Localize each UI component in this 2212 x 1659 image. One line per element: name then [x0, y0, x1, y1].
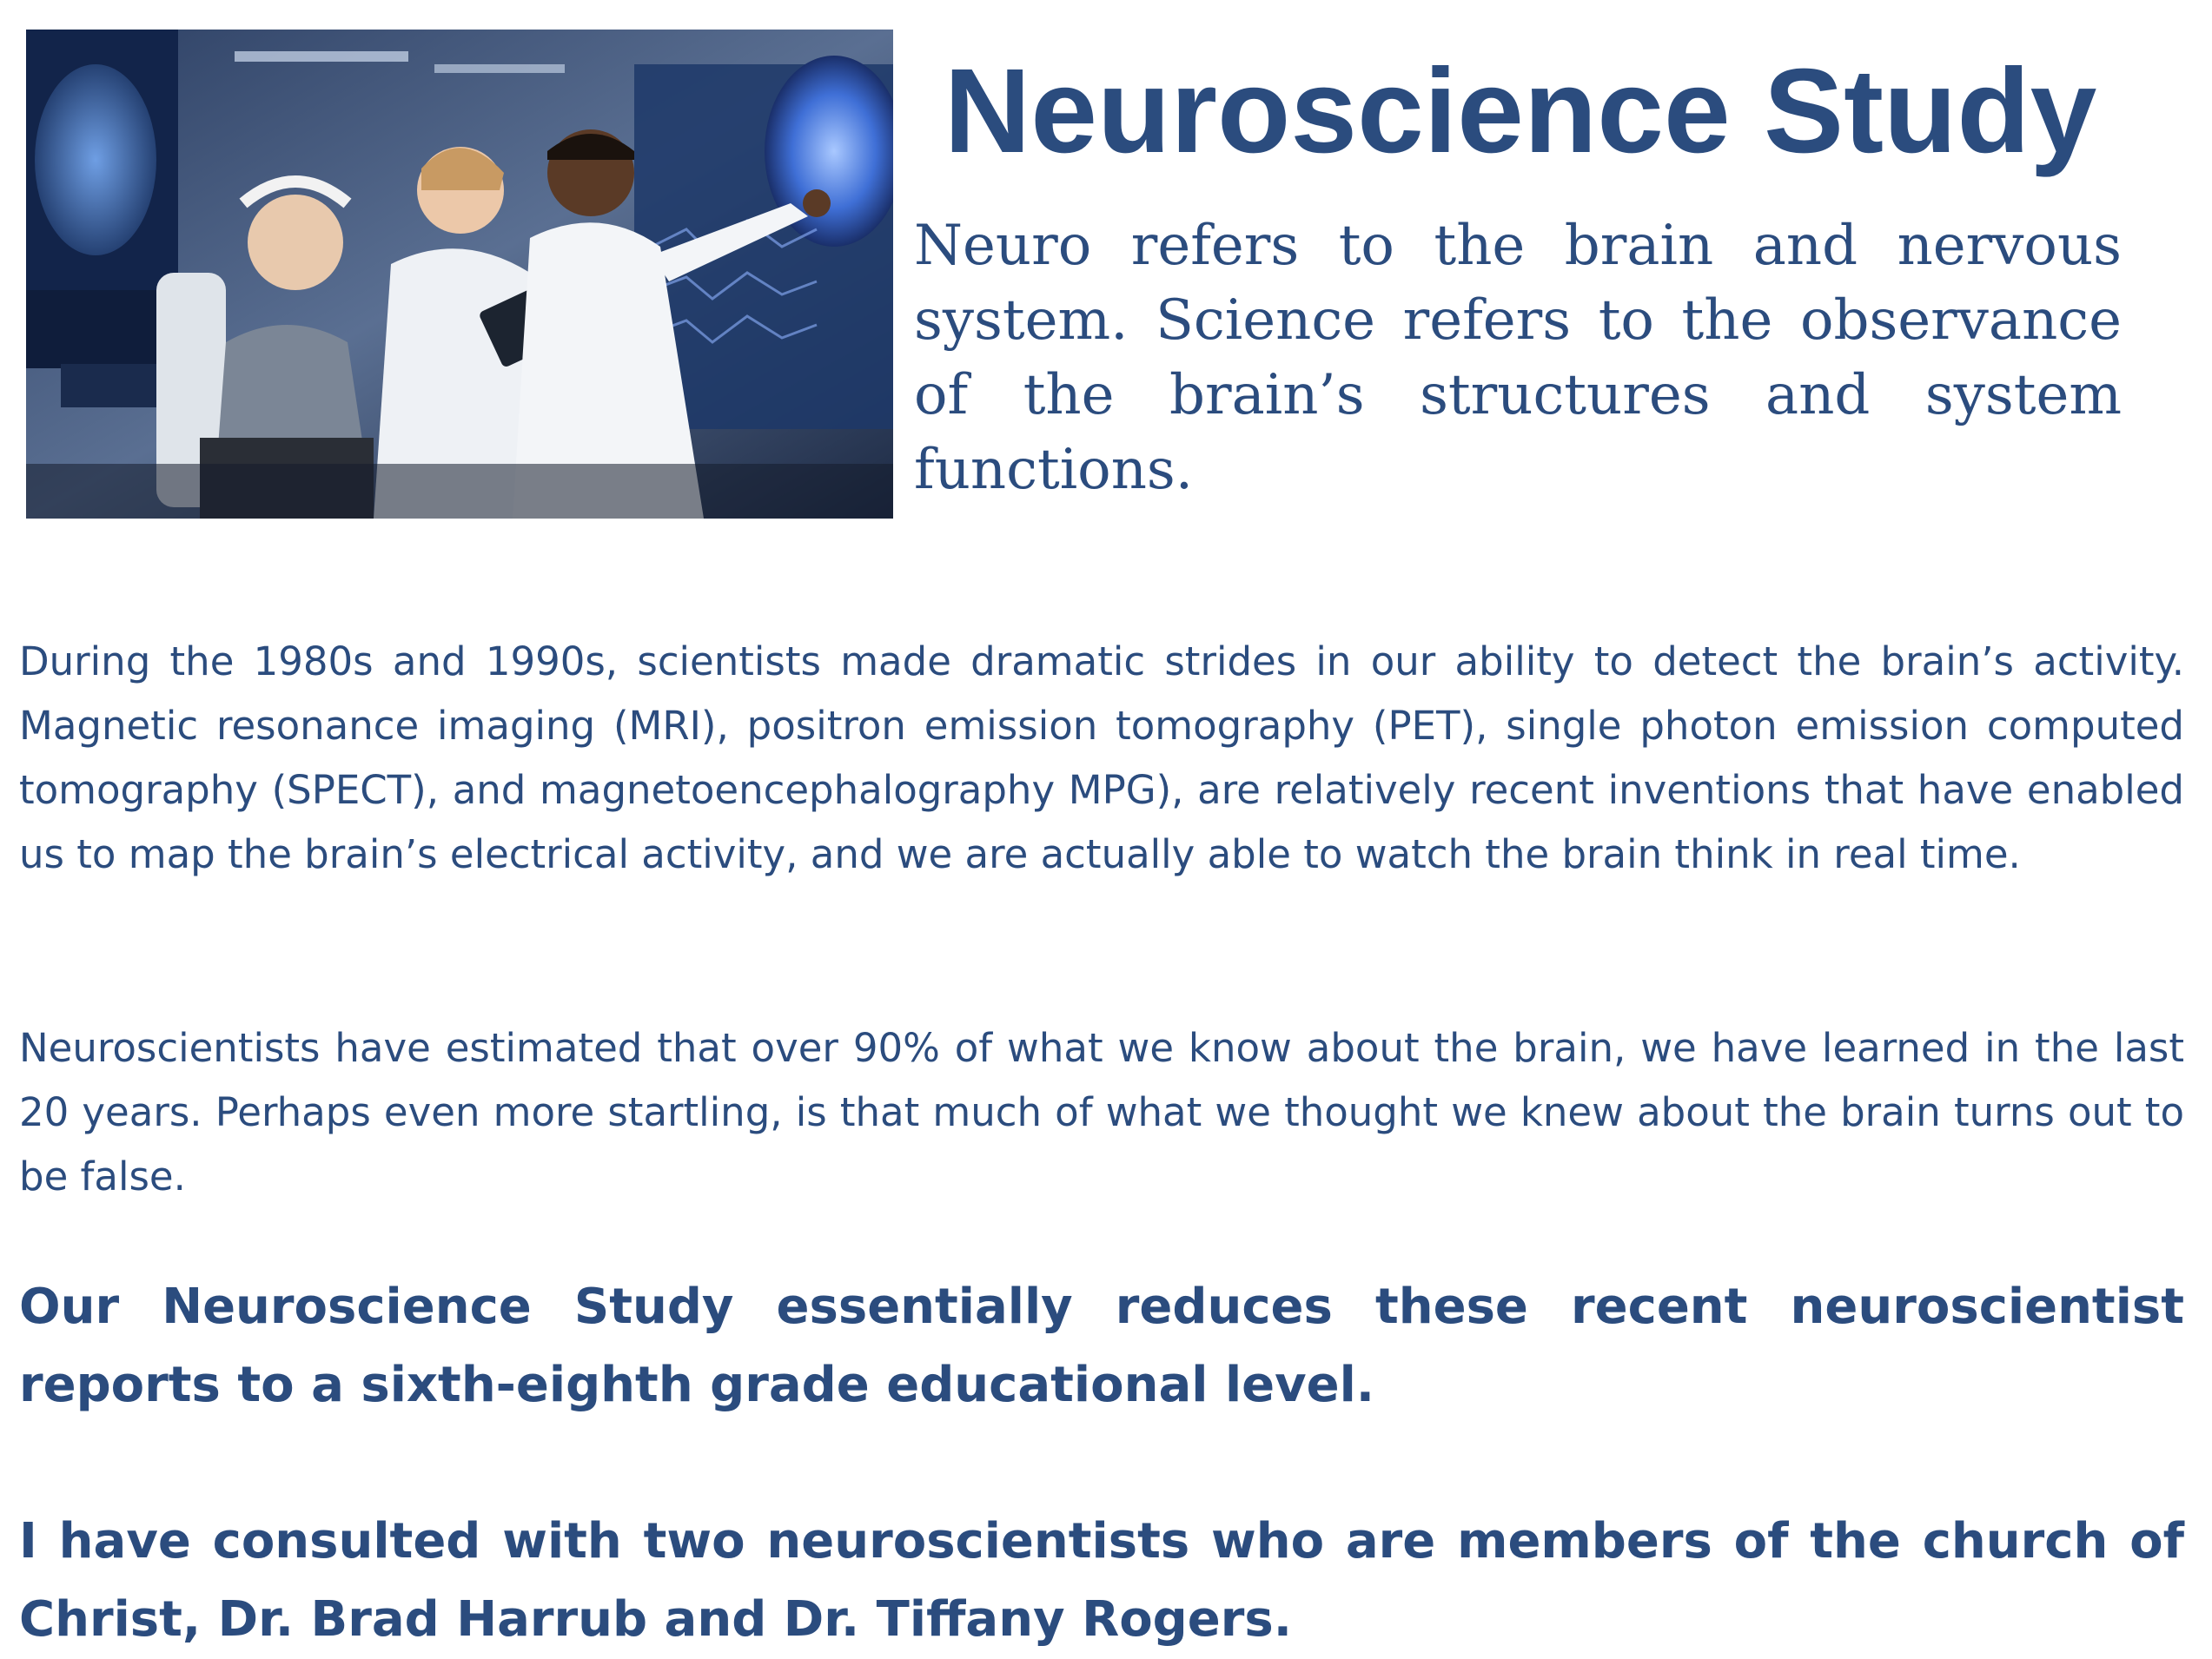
lab-illustration: [26, 30, 893, 519]
paragraph-recent-knowledge: Neuroscientists have estimated that over 90% of what we know about the brain, we have learned in the last 20 years. Perhaps even more startling, is that much of what we thought we knew about the brain turns out to be false.: [19, 1025, 2184, 1200]
neuroscience-lab-photo: [26, 30, 893, 519]
paragraph-study-level: Our Neuroscience Study essentially reduces these recent neuroscientist reports to a sixth-eighth grade educational level.: [19, 1279, 2184, 1413]
page-title: Neuroscience Study: [944, 44, 2097, 178]
paragraph-consultants: I have consulted with two neuroscientists who are members of the church of Christ, Dr. Brad Harrub and Dr. Tiffany Rogers.: [19, 1513, 2184, 1648]
paragraph-brain-imaging-history: During the 1980s and 1990s, scientists made dramatic strides in our ability to detect the brain’s activity. Magnetic resonance imaging (MRI), positron emission tomography (PET), single photon emission computed tomography (SPECT), and magnetoencephalography MPG), are relatively recent inventions that have enabled us to map the brain’s electrical activity, and we are actually able to watch the brain think in real time.: [19, 638, 2184, 877]
intro-definition: Neuro refers to the brain and nervous system. Science refers to the observance of the brain’s structures and system functions.: [914, 214, 2122, 502]
